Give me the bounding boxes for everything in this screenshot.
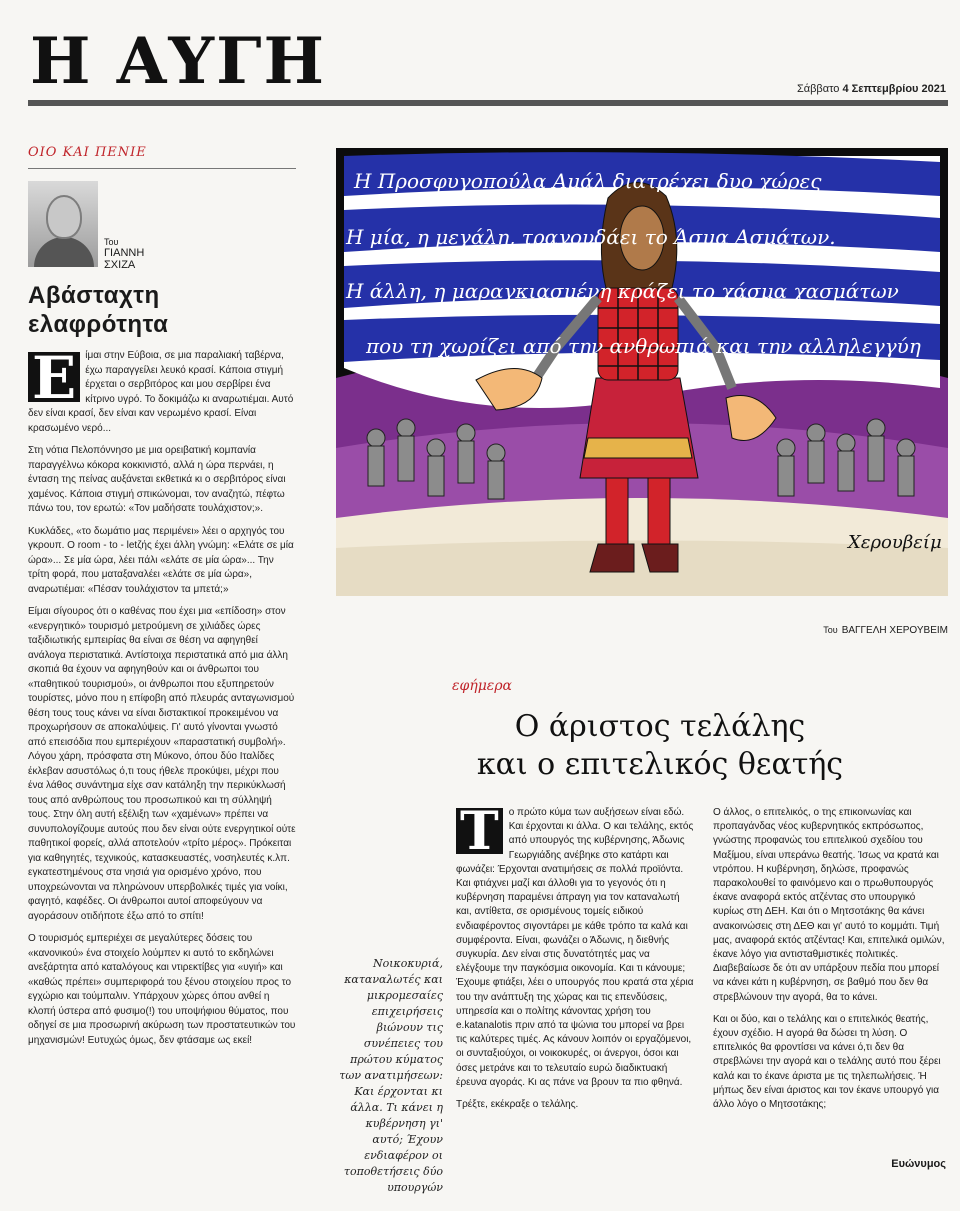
banner-line-2: Η μία, η μεγάλη, τραγουδάει το Άσμα Ασμάτων. — [346, 225, 836, 249]
article-signature: Ευώνυμος — [891, 1158, 946, 1170]
paragraph: Κυκλάδες, «το δωμάτιο μας περιμένει» λέει ο αρχηγός του γκρουπ. Ο room - to - letζής έχει άλλη γνώμη: «Ελάτε σε μία ώρα»... Σε μία ώρα, λέει πάλι «ελάτε σε μία ώρα»... Την τρίτη φορά, που ματαξαναλέει «ελάτε σε μία ώρα», αναρωτιέμαι: «Πέσαν τουλάχιστον τα μπετά;» — [28, 525, 294, 595]
paragraph: Ο άλλος, ο επιτελικός, ο της επικοινωνίας και προπαγάνδας νέος κυβερνητικός εκπρόσωπος, γνώστης προφανώς του επιτελικού σχεδίου του Μαξίμου, είναι υπεράνω θεατής. Ίσως να κρατά και ντρόπου. Η κυβέρνηση, δηλώσε, προφανώς παρακολουθεί το φαινόμενο και ο πρωθυπουργός έκανε αναφορά εκτός ατζέντας στο υπουργικό κυρίως στη ΔΕΗ. Και ότι ο Μητσοτάκης θα κάνει ανακοινώσεις στη ΔΕΘ και γι' αυτό το κομμάτι. Τιμή μας, αναφορά εκτός ατζέντας! Και, επιτελικά ομιλών, έκανε λόγο για αντισταθμιστικές πολιτικές. Διαβεβαίωσε δε ότι αν υπάρξουν πεδία που μπορεί να κάνει κάτι η κυβέρνηση, σε βαθμό που δεν θα στρεβλώνουν την αγορά, θα το κάνει. — [713, 807, 945, 1003]
paragraph: Και οι δύο, και ο τελάλης και ο επιτελικός θεατής, έχουν σχέδιο. Η αγορά θα δώσει τη λύση. Ο επιτελικός θα φροντίσει να κάνει ό,τι δεν θα στρεβλώνει την αγορά και ο τελάλης αυτό που ξέρει καλά και το έκανε άριστα με τις τηλεπωλήσεις. Ή μήπως δεν είναι άριστος και τον έκανε υπουργό για άλλο λόγο ο Μητσοτάκης; — [713, 1013, 941, 1111]
author-first-name: ΓΙΑΝΝΗ — [104, 247, 145, 259]
cartoon-credit — [823, 625, 948, 636]
right-title-line-1: Ο άριστος τελάλης — [514, 709, 806, 744]
paragraph: Είμαι σίγουρος ότι ο καθένας που έχει μια «επίδοση» στον «ενεργητικό» τουρισμό μετρούμενη σε χιλιάδες ώρες ταξιδιωτικής εμπειρίας θα είναι σε θέση να αφηγηθεί ανάλογα περιστατικά. Αντίστοιχα περιστατικά από μια άλλη σκοπιά θα έχουν να αφηγηθούν και οι άνθρωποι του «παθητικού τουρισμού», οι άνθρωποι που εξυπηρετούν τουρίστες, μόνο που η επίφοβη από πλευράς ανταγωνισμού θέση τους τους κάνει να είναι διστακτικοί προκειμένου να προχωρήσουν σε αποκαλύψεις. Γι' αυτό γίνονται γνωστό από επεισόδια που εμπεριέχουν «παραστατική συμβολή». Λόγου χάρη, πρόσφατα στη Μύκονο, όπου δύο Ιταλίδες έκλεβαν ασυστόλως ό,τι τους ήθελε προκύψει, μέχρι που ένα λάθος συνάντημα είχε σαν κατάληξη την περικύκλωσή τους από ανθρώπους του προσωπικού και τη σύλληψή τους. Στην όλη αυτή εξέλιξη των «χαμένων» πρέπει να συνυπολογίζουμε αυτούς που δεν είναι ούτε ενεργητικοί ούτε παθητικοί φορείς, αλλά αποτελούν «τρίτο μέρος». Πρόκειται για καθηγητές, τεχνικούς, κατασκευαστές, νοσηλευτές κ.λπ. εγκατεστημένους στα νησιά για ορισμένο χρόνο, που υποχρεώνονται να πληρώνουν υπερβολικές τιμές για νοίκι, φαγητό, καφέδες. Οι άνθρωποι αυτοί αποφεύγουν να αγοράσουν οτιδήποτε έξω από το σπίτι! — [28, 606, 296, 922]
header-rule — [28, 100, 948, 106]
issue-day: Σάββατο — [796, 83, 840, 95]
left-article-body — [28, 344, 296, 1048]
column-rubric: ΟΙΟ ΚΑΙ ΠΕΝΙΕ — [28, 145, 147, 160]
credit-name: ΒΑΓΓΕΛΗ ΧΕΡΟΥΒΕΙΜ — [841, 625, 948, 636]
author-by-label: Του — [104, 237, 119, 247]
issue-date — [797, 83, 946, 95]
right-title-line-2: και ο επιτελικός θεατής — [476, 747, 844, 782]
banner-line-4: που τη χωρίζει από την ανθρωπιά και την αλληλεγγύη — [366, 334, 921, 358]
drop-cap: Τ — [456, 808, 503, 854]
political-cartoon — [336, 148, 948, 596]
right-article-title — [440, 708, 880, 784]
drop-cap: Ε — [28, 352, 80, 402]
left-title-line-2: ελαφρότητα — [28, 311, 169, 338]
banner-line-1: Η Προσφυγοπούλα Αμάλ διατρέχει δυο χώρες — [354, 169, 822, 193]
masthead: Η ΑΥΓΗ — [30, 24, 326, 99]
cartoonist-signature: Χερουβείμ — [848, 532, 942, 553]
left-article-title — [28, 281, 296, 339]
issue-full-date: 4 Σεπτεμβρίου 2021 — [842, 83, 946, 95]
left-title-line-1: Αβάσταχτη — [28, 282, 160, 309]
paragraph: Ε ίμαι στην Εύβοια, σε μια παραλιακή ταβέρνα, έχω παραγγείλει λευκό κρασί. Κάποια στιγμή έρχεται ο σερβιτόρος και μου σερβίρει ένα κίτρινο υγρό. Το δοκιμάζω κι αναρωτιέμαι. Αυτό δεν είναι κρασί, δεν είναι καν νερωμένο κρασί. Είναι κρασωμένο νερό... — [28, 344, 294, 434]
paragraph: Στη νότια Πελοπόννησο με μια ορειβατική κομπανία παραγγέλνω κόκορα κοκκινιστό, αλλά η ώρα περνάει, η ένταση της πείνας αυξάνεται εκθετικά κι ο σερβιτόρος είναι χαμένος. Κάποια στιγμή σπικώνομαι, τον αναζητώ, πέφτω πάνω του, τον ερωτώ: «Τον μαδήσατε τουλάχιστον;». — [28, 445, 286, 514]
credit-by-label: Του — [823, 625, 838, 635]
author-box — [28, 181, 296, 275]
banner-line-3: Η άλλη, η μαραγκιασμένη κράζει το χάσμα χασμάτων — [346, 279, 899, 303]
paragraph: Ο τουρισμός εμπεριέχει σε μεγαλύτερες δόσεις του «κανονικού» ένα στοιχείο λούμπεν κι αυτό το εκδηλώνει ανεξάρτητα από καταλόγους και ντιρεκτίβες για «υγιή» και «καθώς πρέπει» συμπεριφορά του ξένου στοιχείου προς το εγχώριο και τούμπαλιν. Υπάρχουν χώρες όπου ανθεί η κλοπή ύστερα από φυσιμο(!) του υποψήφιου θύματος, που οδηγεί σε μια προσωρινή ακύρωση των προστατευτικών του μηχανισμών! Ευτυχώς όμως, δεν φτάσαμε ως εκεί! — [28, 933, 296, 1046]
cartoon-illustration — [336, 148, 948, 596]
article-column-1 — [456, 801, 696, 1120]
article-column-2 — [713, 806, 949, 1120]
author-photo — [28, 181, 98, 267]
author-name — [104, 247, 204, 271]
author-last-name: ΣΧΙΖΑ — [104, 259, 136, 271]
paragraph: Τρέξτε, εκέκραξε ο τελάλης. — [456, 1099, 579, 1111]
left-article — [28, 145, 296, 1056]
ephemera-rubric: εφήμερα — [452, 678, 512, 694]
rubric-divider — [28, 168, 296, 169]
paragraph: Τ ο πρώτο κύμα των αυξήσεων είναι εδώ. Και έρχονται κι άλλα. Ο και τελάλης, εκτός από υπουργός της κυβέρνησης, Άδωνις Γεωργιάδης ανέβηκε στο κατάρτι και φωνάζει: Έρχονται ανατιμήσεις σε πολλά προϊόντα. Και φτιάχνει μαζί και άλλοθι για το γεγονός ότι η κυβέρνηση παραμένει άπραγη για τον καταναλωτή και, αντίθετα, σε ορισμένους τομείς ειδικού ενδιαφέροντος σιγοντάρει με κάθε τρόπο τα καλά και συμφέροντα. Είναι, φωνάζει ο Άδωνις, η διεθνής συγκυρία. Δεν είναι στις δυνατότητές μας να ελέγξουμε την παγκόσμια οικονομία. Και τι κάνουμε; Έχουμε φτιάξει, λέει ο υπουργός που κρατά στα χέρια του την ανάπτυξη της χώρας και τις επενδύσεις, υπηρεσία και ο πολίτης κάνοντας χρήση του e.katanalotis πριν από τα ψώνια του μπορεί να βρει τις καλύτερες τιμές. Ας κάνουν λοιπόν οι εργαζόμενοι, οι συνταξιούχοι, οι νοικοκυρές, οι άνεργοι, όσοι και όσες μετράνε και το τελευταίο ευρώ διαδικτυακή έρευνα αγοράς. Κι ας πάνε να βρουν τα πιο φθηνά. — [456, 801, 694, 1088]
pull-quote: Νοικοκυριά, καταναλωτές και μικρομεσαίες επιχειρήσεις βιώνουν τις συνέπειες του πρώτου κύματος των ανατιμήσεων: Και έρχονται κι άλλα. Τι κάνει η κυβέρνηση γι' αυτό; Έχουν ενδιαφέρον οι τοποθετήσεις δύο υπουργών — [339, 957, 443, 1194]
